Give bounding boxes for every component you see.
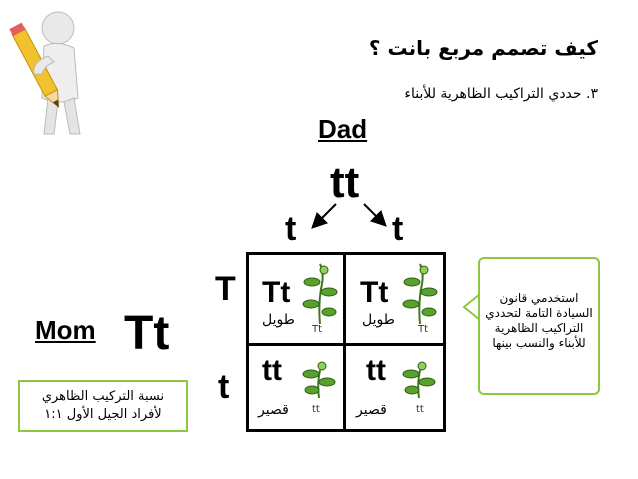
mom-gamete-top: T: [215, 270, 236, 308]
ratio-line-1: نسبة التركيب الظاهري: [41, 389, 165, 404]
cell-small-genotype: tt: [416, 404, 424, 415]
short-plant-icon: [402, 360, 436, 400]
page-title: كيف تصمم مربع بانت ؟: [368, 36, 598, 60]
arrow-right: [364, 204, 384, 224]
tall-plant-icon: [402, 262, 438, 326]
dad-gamete-left: t: [285, 210, 297, 248]
dad-gamete-right: t: [392, 210, 404, 248]
cell-small-genotype: Tt: [418, 324, 429, 335]
cell-genotype: tt: [366, 354, 386, 387]
pencil-mascot-icon: [8, 6, 94, 140]
instruction-text: ٣. حددي التراكيب الظاهرية للأبناء: [404, 86, 598, 102]
short-plant-icon: [302, 360, 336, 400]
ratio-box: [18, 380, 188, 432]
mom-genotype: Tt: [124, 307, 170, 360]
cell-phenotype: قصير: [258, 402, 289, 418]
cell-genotype: Tt: [360, 276, 389, 309]
note-callout: استخدمي قانون السيادة التامة لتحددي التراكيب الظاهرية للأبناء والنسب بينها: [478, 257, 600, 395]
tall-plant-icon: [302, 262, 338, 326]
cell-genotype: tt: [262, 354, 282, 387]
arrow-left: [314, 204, 336, 226]
grid-divider-horizontal: [246, 343, 446, 346]
grid-divider-vertical: [343, 252, 346, 432]
cell-phenotype: طويل: [262, 312, 295, 328]
cell-phenotype: طويل: [362, 312, 395, 328]
cell-phenotype: قصير: [356, 402, 387, 418]
cell-small-genotype: tt: [312, 404, 320, 415]
dad-label: Dad: [318, 114, 368, 144]
ratio-line-2: لأفراد الجيل الأول ١:١: [44, 407, 162, 422]
cell-genotype: Tt: [262, 276, 291, 309]
mom-label: Mom: [35, 315, 96, 345]
mom-gamete-bottom: t: [218, 368, 230, 406]
cell-small-genotype: Tt: [312, 324, 323, 335]
dad-genotype: tt: [330, 158, 360, 207]
gamete-arrows: [300, 200, 400, 232]
